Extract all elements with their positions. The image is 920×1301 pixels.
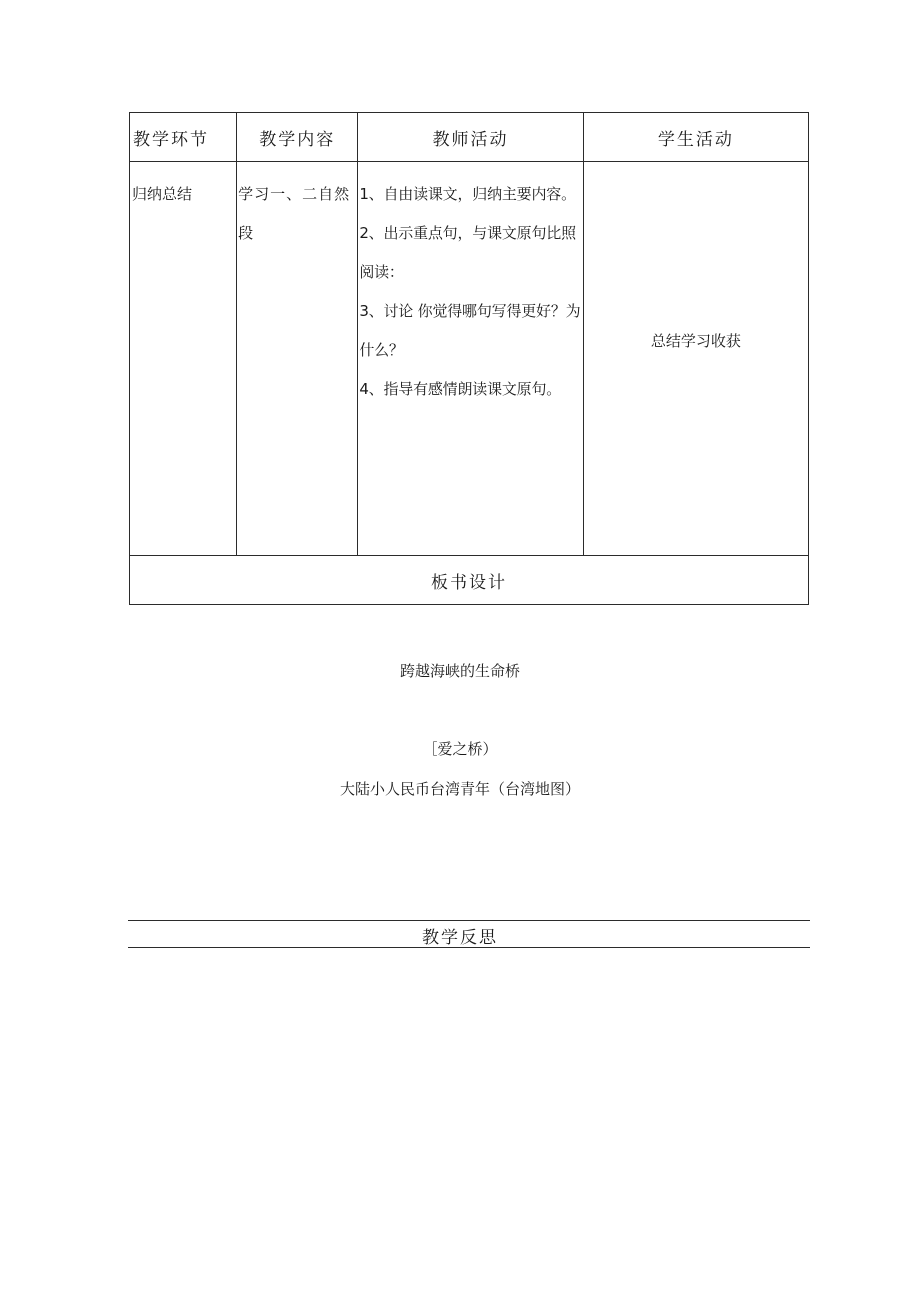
reflection-bottom-rule bbox=[128, 947, 810, 948]
content-text: 学习一、二自然段 bbox=[238, 185, 351, 242]
cell-content bbox=[237, 162, 358, 556]
board-main-line: 大陆小人民币台湾青年（台湾地图） bbox=[339, 780, 580, 798]
student-activity-text: 总结学习收获 bbox=[650, 332, 741, 350]
header-teaching-stage: 教学环节 bbox=[130, 113, 237, 162]
teacher-step-1: 1、自由读课文，归纳主要内容。 bbox=[359, 185, 576, 203]
lesson-plan-table bbox=[129, 112, 809, 605]
header-teacher-activity: 教师活动 bbox=[358, 113, 583, 162]
table-row bbox=[130, 162, 809, 556]
header-student-activity: 学生活动 bbox=[583, 113, 808, 162]
cell-student-activity bbox=[583, 162, 808, 556]
board-title: 跨越海峡的生命桥 bbox=[399, 662, 520, 680]
teacher-steps-list bbox=[358, 162, 582, 409]
teacher-step-2: 2、出示重点句，与课文原句比照阅读： bbox=[359, 224, 576, 281]
board-design-label: 板书设计 bbox=[130, 556, 809, 605]
board-bracket-line: ［爱之桥） bbox=[422, 740, 498, 758]
reflection-title: 教学反思 bbox=[422, 928, 498, 948]
board-design-row bbox=[130, 556, 809, 605]
cell-stage bbox=[130, 162, 237, 556]
cell-teacher-activity bbox=[358, 162, 583, 556]
header-teaching-content: 教学内容 bbox=[237, 113, 358, 162]
teacher-step-4: 4、指导有感情朗读课文原句。 bbox=[359, 380, 562, 398]
reflection-top-rule bbox=[128, 920, 810, 921]
table-header-row bbox=[130, 113, 809, 162]
stage-text: 归纳总结 bbox=[132, 185, 193, 203]
teacher-step-3: 3、讨论 你觉得哪句写得更好？为什么？ bbox=[359, 302, 581, 359]
